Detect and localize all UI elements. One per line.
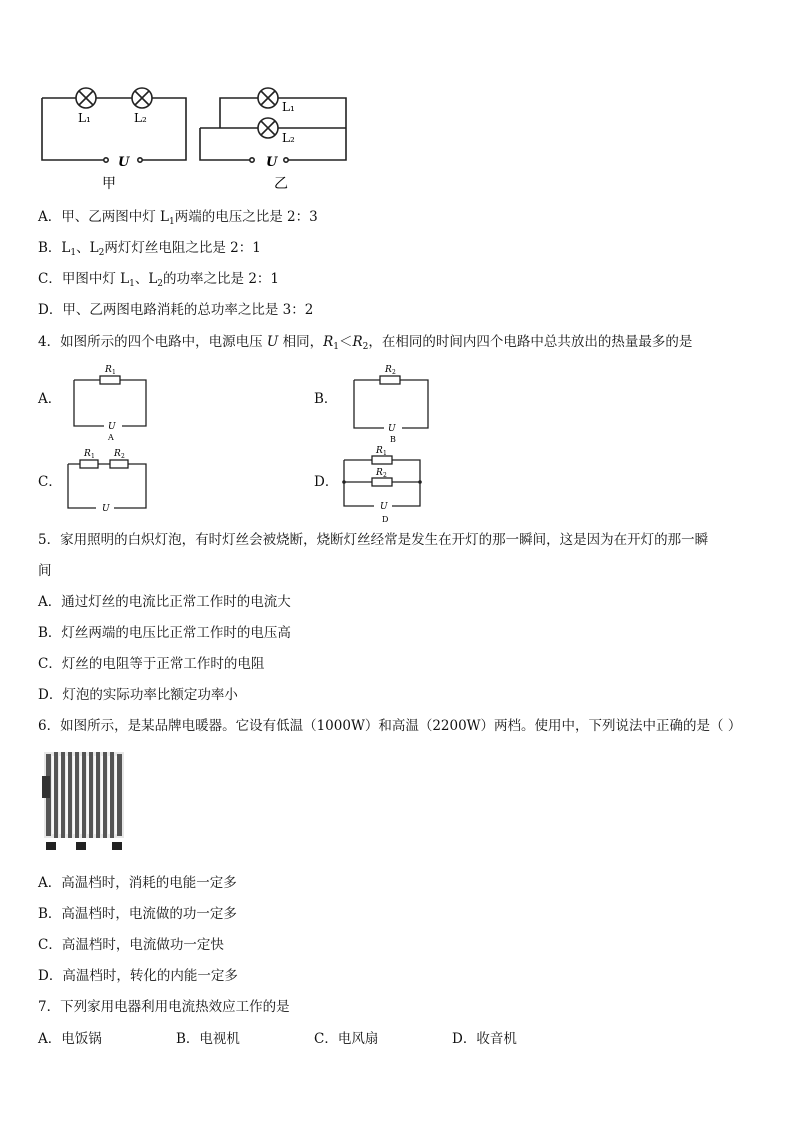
q4-circuit-d[interactable] — [338, 442, 428, 524]
resistor-label-r2: R — [114, 449, 121, 459]
q7-option-a[interactable]: A．电饭锅 — [38, 1031, 102, 1047]
q6-option-a[interactable]: A．高温档时，消耗的电能一定多 — [38, 875, 237, 891]
figure-caption-jia: 甲 — [102, 176, 116, 192]
electric-heater-image — [40, 746, 130, 854]
resistor-label-r2-sub: 2 — [121, 453, 125, 460]
q4-circuit-b[interactable] — [348, 362, 438, 442]
voltage-label-u: U — [388, 424, 396, 434]
resistor-label-sub: 1 — [112, 369, 116, 376]
voltage-label-u: U — [108, 422, 116, 432]
q7-stem: 7．下列家用电器利用电流热效应工作的是 — [38, 999, 290, 1015]
circuit-figure-jia — [36, 84, 196, 194]
lamp-label-l1: L₁ — [78, 111, 91, 125]
q4-circuit-a[interactable] — [68, 360, 158, 440]
voltage-label-u: U — [102, 504, 110, 514]
resistor-label-r1: R — [84, 449, 91, 459]
q7-option-c[interactable]: C．电风扇 — [314, 1031, 379, 1047]
voltage-label-u: U — [118, 155, 130, 170]
lamp-label-l2: L₂ — [134, 111, 147, 125]
q4-option-a-label[interactable]: A． — [38, 391, 62, 407]
q5-option-b[interactable]: B．灯丝两端的电压比正常工作时的电压高 — [38, 625, 291, 641]
figure-caption: D — [382, 515, 389, 524]
resistor-label-r2-sub: 2 — [383, 472, 387, 479]
q6-stem: 6．如图所示，是某品牌电暖器。它设有低温（1000W）和高温（2200W）两档。使用中，下列说法中正确的是（ ） — [38, 718, 742, 734]
q7-option-b[interactable]: B．电视机 — [176, 1031, 240, 1047]
q6-option-b[interactable]: B．高温档时，电流做的功一定多 — [38, 906, 237, 922]
q4-option-b-label[interactable]: B． — [314, 391, 338, 407]
circuit-figure-yi — [196, 84, 356, 194]
q5-stem-line1: 5．家用照明的白炽灯泡，有时灯丝会被烧断，烧断灯丝经常是发生在开灯的那一瞬间，这是因为在开灯的那一瞬 — [38, 532, 709, 548]
q3-option-c[interactable]: C．甲图中灯 $L_1$、$L_2$的功率之比是 2：1 — [38, 271, 280, 289]
q6-option-d[interactable]: D．高温档时，转化的内能一定多 — [38, 968, 238, 984]
q5-stem-line2: 间 — [38, 563, 52, 579]
q5-option-a[interactable]: A．通过灯丝的电流比正常工作时的电流大 — [38, 594, 291, 610]
resistor-label-r2: R — [376, 468, 383, 478]
voltage-label-u: U — [266, 155, 278, 170]
q5-option-d[interactable]: D．灯泡的实际功率比额定功率小 — [38, 687, 238, 703]
q3-option-d[interactable]: D．甲、乙两图电路消耗的总功率之比是 3：2 — [38, 302, 314, 318]
q3-option-a[interactable]: A．甲、乙两图中灯 $L_1$两端的电压之比是 2：3 — [38, 209, 318, 227]
figure-caption: B — [390, 435, 396, 442]
q3-option-b[interactable]: B．$L_1$、$L_2$两灯灯丝电阻之比是 2：1 — [38, 240, 261, 258]
voltage-label-u: U — [380, 502, 388, 512]
resistor-label-r1-sub: 1 — [383, 450, 387, 457]
q4-stem: 4．如图所示的四个电路中，电源电压 U 相同，$R_1<R_2$，在相同的时间内四个电路中总共放出的热量最多的是 — [38, 334, 693, 352]
resistor-label-r1-sub: 1 — [91, 453, 95, 460]
resistor-label-r1: R — [376, 446, 383, 456]
q4-option-d-label[interactable]: D． — [314, 474, 339, 490]
figure-caption: A — [108, 433, 114, 440]
figure-caption-yi: 乙 — [274, 176, 288, 192]
resistor-label-sub: 2 — [392, 369, 396, 376]
q7-option-d[interactable]: D．收音机 — [452, 1031, 517, 1047]
resistor-label: R — [105, 365, 112, 375]
lamp-label-l1: L₁ — [282, 100, 295, 114]
q4-option-c-label[interactable]: C． — [38, 474, 62, 490]
q5-option-c[interactable]: C．灯丝的电阻等于正常工作时的电阻 — [38, 656, 265, 672]
lamp-label-l2: L₂ — [282, 131, 295, 145]
q6-option-c[interactable]: C．高温档时，电流做功一定快 — [38, 937, 224, 953]
q4-circuit-c[interactable] — [62, 446, 158, 522]
resistor-label: R — [385, 365, 392, 375]
